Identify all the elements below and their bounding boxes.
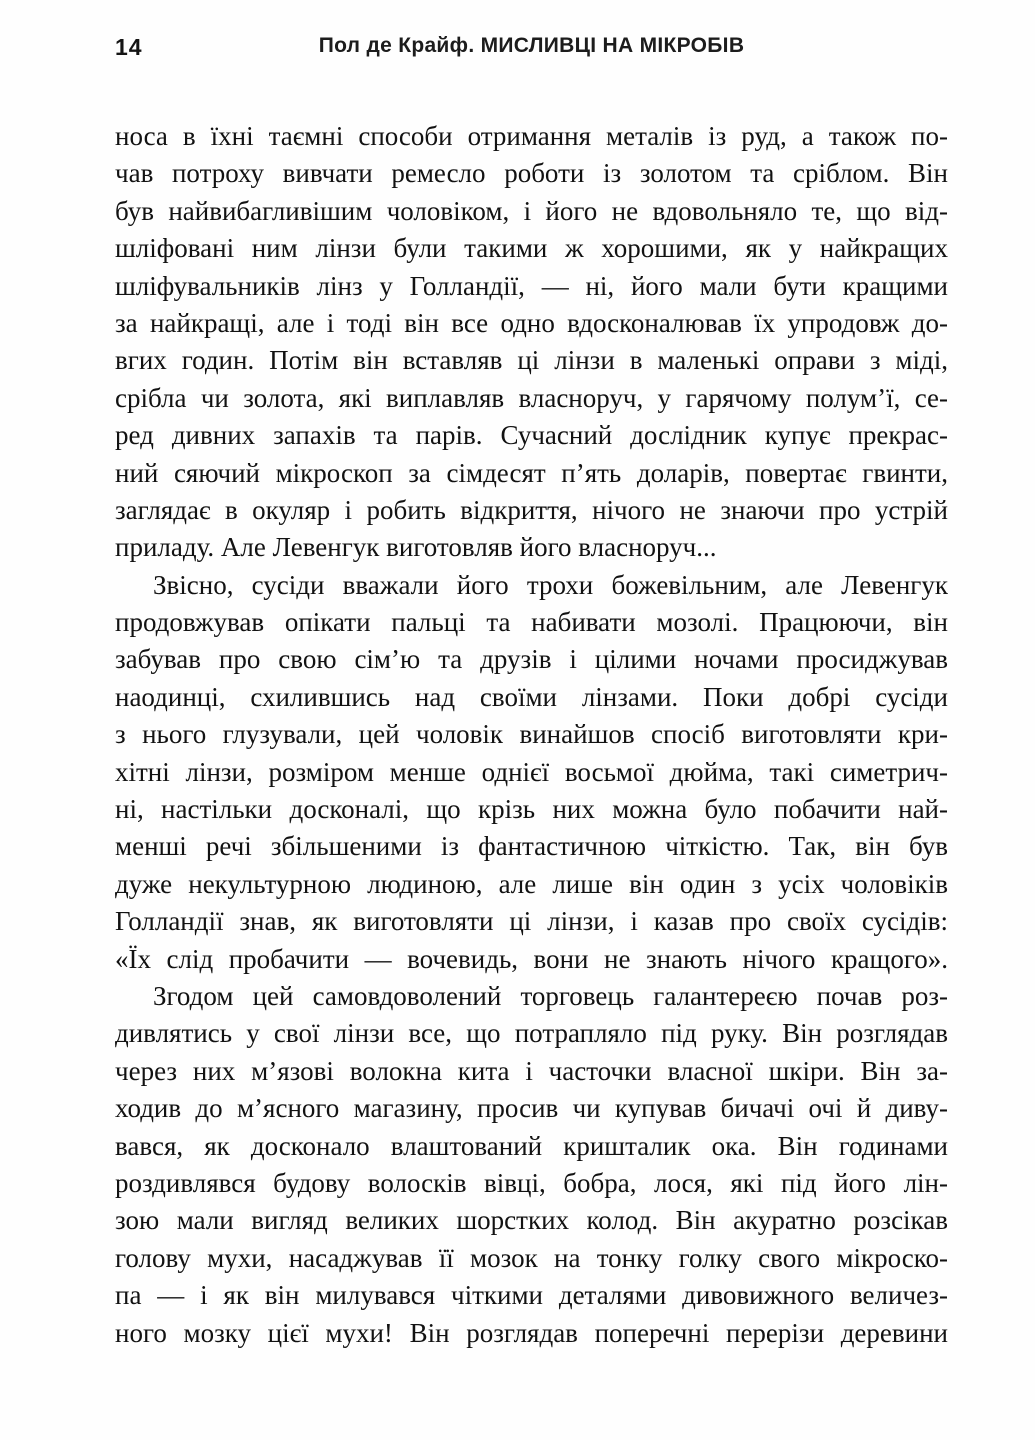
text-line: забував про свою сім’ю та друзів і цілими ночами просиджував — [115, 644, 948, 675]
text-line: заглядає в окуляр і робить відкриття, нічого не знаючи про устрій — [115, 494, 948, 525]
paragraph — [115, 567, 948, 978]
running-title: Пол де Крайф. МИСЛИВЦІ НА МІКРОБІВ — [318, 34, 745, 57]
text-line: ред дивних запахів та парів. Сучасний дослідник купує прекрас- — [115, 420, 948, 451]
text-line: ні, настільки досконалі, що крізь них можна було побачити най- — [115, 794, 948, 825]
text-line: через них м’язові волокна кита і часточки власної шкіри. Він за- — [115, 1055, 948, 1086]
text-line: чав потроху вивчати ремесло роботи із золотом та сріблом. Він — [115, 158, 948, 189]
text-line: роздивлявся будову волосків вівці, бобра, лося, які під його лін- — [115, 1167, 948, 1198]
text-line: був найвибагливішим чоловіком, і його не вдовольняло те, що від- — [115, 195, 948, 226]
page-header — [115, 34, 948, 64]
text-line: па — і як він милувався чіткими деталями дивовижного величез- — [115, 1280, 948, 1311]
text-line: зою мали вигляд великих шорстких колод. Він акуратно розсікав — [115, 1205, 948, 1236]
text-line: шліфовані ним лінзи були такими ж хорошими, як у найкращих — [115, 233, 948, 264]
text-line: носа в їхні таємні способи отримання металів із руд, а також по- — [115, 121, 948, 151]
text-line: ний сяючий мікроскоп за сімдесят п’ять доларів, повертає гвинти, — [115, 457, 948, 488]
text-line: вгих годин. Потім він вставляв ці лінзи в маленькі оправи з міді, — [115, 345, 948, 376]
paragraph — [115, 118, 948, 567]
text-line: з нього глузували, цей чоловік винайшов спосіб виготовляти кри- — [115, 719, 948, 750]
text-line: за найкращі, але і тоді він все одно вдосконалював їх упродовж до- — [115, 307, 948, 338]
text-line: шліфувальників лінз у Голландії, — ні, його мали бути кращими — [115, 270, 948, 301]
text-line: хітні лінзи, розміром менше однієї восьмої дюйма, такі симетрич- — [115, 756, 948, 787]
text-line: вався, як досконало влаштований кришталик ока. Він годинами — [115, 1130, 948, 1161]
text-line: наодинці, схилившись над своїми лінзами. Поки добрі сусіди — [115, 681, 948, 712]
text-line: Звісно, сусіди вважали його трохи божевільним, але Левенгук — [153, 569, 948, 600]
text-line: срібла чи золота, які виплавляв власноруч, у гарячому полум’ї, се- — [115, 382, 948, 413]
body-text — [115, 118, 948, 1352]
text-line: дуже некультурною людиною, але лише він один з усіх чоловіків — [115, 868, 948, 899]
text-line: менші речі збільшеними із фантастичною чіткістю. Так, він був — [115, 831, 948, 862]
text-line: «Їх слід пробачити — вочевидь, вони не знають нічого кращого». — [115, 943, 948, 974]
text-line: ходив до м’ясного магазину, просив чи купував бичачі очі й диву- — [115, 1093, 948, 1124]
text-line: приладу. Але Левенгук виготовляв його власноруч... — [115, 532, 717, 563]
text-line: ного мозку цієї мухи! Він розглядав поперечні перерізи деревини — [115, 1317, 948, 1348]
page-number: 14 — [115, 34, 143, 60]
text-line: Згодом цей самовдоволений торговець галантереєю почав роз- — [153, 980, 948, 1011]
text-line: голову мухи, насаджував її мозок на тонку голку свого мікроско- — [115, 1242, 948, 1273]
paragraph — [115, 978, 948, 1352]
text-line: продовжував опікати пальці та набивати мозолі. Працюючи, він — [115, 607, 948, 638]
text-line: Голландії знав, як виготовляти ці лінзи, і казав про своїх сусідів: — [115, 906, 948, 937]
text-line: дивлятись у свої лінзи все, що потрапляло під руку. Він розглядав — [115, 1018, 948, 1049]
